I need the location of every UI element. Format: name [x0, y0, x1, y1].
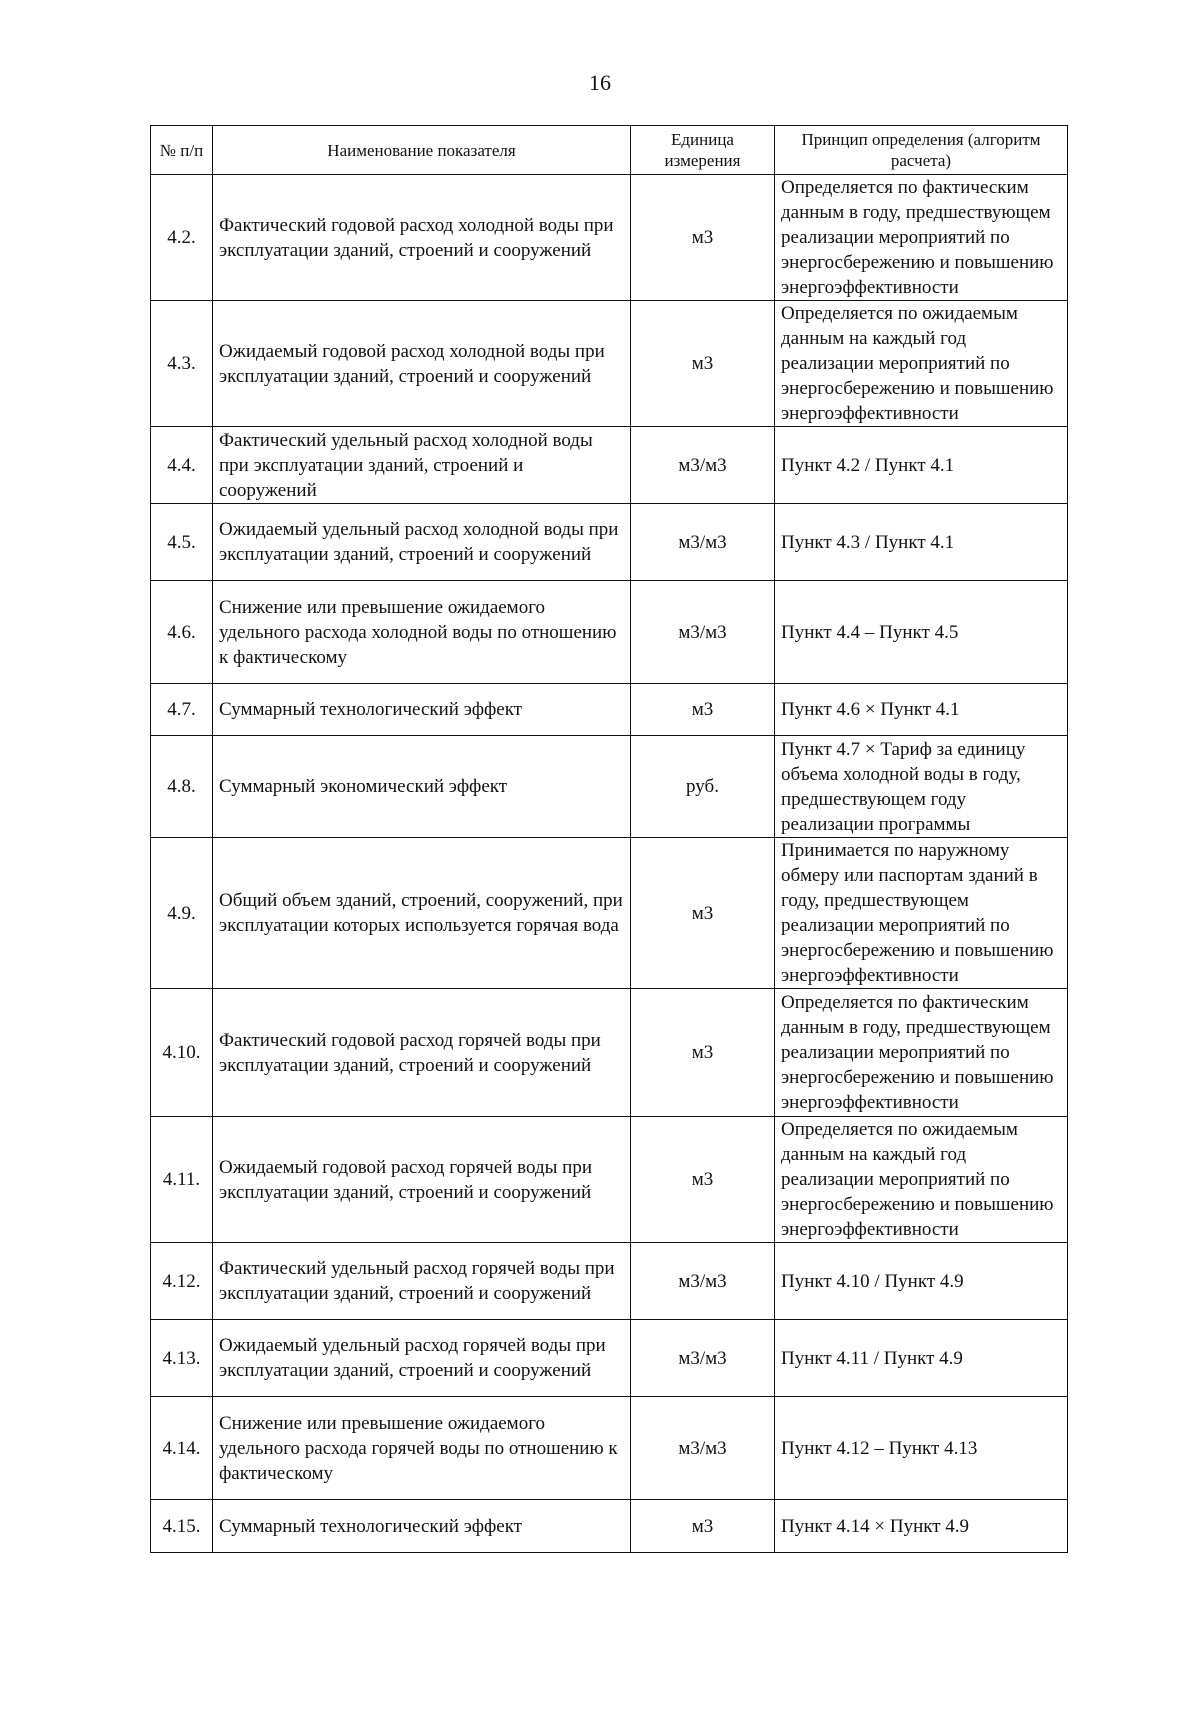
- calculation-rule: Принимается по наружному обмеру или паспортам зданий в году, предшествующем реализации мероприятий по энергосбережению и повышению энергоэффективности: [775, 838, 1068, 989]
- table-row: [151, 1243, 1068, 1320]
- indicator-name: Фактический удельный расход горячей воды при эксплуатации зданий, строений и сооружений: [213, 1243, 631, 1320]
- table-row: [151, 301, 1068, 427]
- indicator-name: Снижение или превышение ожидаемого удельного расхода холодной воды по отношению к фактическому: [213, 581, 631, 684]
- header-rule: Принцип определения (алгоритм расчета): [775, 126, 1068, 175]
- indicator-name: Фактический годовой расход горячей воды при эксплуатации зданий, строений и сооружений: [213, 989, 631, 1117]
- indicator-name: Ожидаемый удельный расход холодной воды при эксплуатации зданий, строений и сооружений: [213, 504, 631, 581]
- row-number: 4.2.: [151, 175, 213, 301]
- calculation-rule: Пункт 4.4 – Пункт 4.5: [775, 581, 1068, 684]
- table-row: [151, 838, 1068, 989]
- row-number: 4.13.: [151, 1320, 213, 1397]
- header-num: № п/п: [151, 126, 213, 175]
- calculation-rule: Пункт 4.11 / Пункт 4.9: [775, 1320, 1068, 1397]
- table-row: [151, 1500, 1068, 1553]
- indicator-name: Суммарный экономический эффект: [213, 736, 631, 838]
- indicator-name: Снижение или превышение ожидаемого удельного расхода горячей воды по отношению к фактическому: [213, 1397, 631, 1500]
- table-row: [151, 427, 1068, 504]
- indicator-name: Ожидаемый удельный расход горячей воды при эксплуатации зданий, строений и сооружений: [213, 1320, 631, 1397]
- unit-of-measure: м3/м3: [631, 1320, 775, 1397]
- row-number: 4.15.: [151, 1500, 213, 1553]
- unit-of-measure: м3: [631, 1500, 775, 1553]
- row-number: 4.10.: [151, 989, 213, 1117]
- unit-of-measure: м3: [631, 684, 775, 736]
- unit-of-measure: м3: [631, 838, 775, 989]
- unit-of-measure: м3: [631, 301, 775, 427]
- unit-of-measure: м3: [631, 175, 775, 301]
- calculation-rule: Пункт 4.10 / Пункт 4.9: [775, 1243, 1068, 1320]
- row-number: 4.11.: [151, 1117, 213, 1243]
- calculation-rule: Определяется по ожидаемым данным на каждый год реализации мероприятий по энергосбережению и повышению энергоэффективности: [775, 301, 1068, 427]
- unit-of-measure: м3/м3: [631, 1243, 775, 1320]
- row-number: 4.6.: [151, 581, 213, 684]
- unit-of-measure: руб.: [631, 736, 775, 838]
- row-number: 4.9.: [151, 838, 213, 989]
- calculation-rule: Пункт 4.7 × Тариф за единицу объема холодной воды в году, предшествующем году реализации программы: [775, 736, 1068, 838]
- indicator-name: Фактический удельный расход холодной воды при эксплуатации зданий, строений и сооружений: [213, 427, 631, 504]
- unit-of-measure: м3: [631, 989, 775, 1117]
- row-number: 4.4.: [151, 427, 213, 504]
- unit-of-measure: м3/м3: [631, 581, 775, 684]
- calculation-rule: Пункт 4.6 × Пункт 4.1: [775, 684, 1068, 736]
- header-name: Наименование показателя: [213, 126, 631, 175]
- calculation-rule: Определяется по фактическим данным в году, предшествующем реализации мероприятий по энергосбережению и повышению энергоэффективности: [775, 989, 1068, 1117]
- calculation-rule: Пункт 4.12 – Пункт 4.13: [775, 1397, 1068, 1500]
- indicator-name: Суммарный технологический эффект: [213, 684, 631, 736]
- table-row: [151, 684, 1068, 736]
- calculation-rule: Определяется по ожидаемым данным на каждый год реализации мероприятий по энергосбережению и повышению энергоэффективности: [775, 1117, 1068, 1243]
- indicator-name: Ожидаемый годовой расход горячей воды при эксплуатации зданий, строений и сооружений: [213, 1117, 631, 1243]
- indicator-name: Общий объем зданий, строений, сооружений, при эксплуатации которых используется горячая вода: [213, 838, 631, 989]
- table-row: [151, 175, 1068, 301]
- table-row: [151, 1117, 1068, 1243]
- indicator-name: Фактический годовой расход холодной воды при эксплуатации зданий, строений и сооружений: [213, 175, 631, 301]
- calculation-rule: Определяется по фактическим данным в году, предшествующем реализации мероприятий по энергосбережению и повышению энергоэффективности: [775, 175, 1068, 301]
- row-number: 4.14.: [151, 1397, 213, 1500]
- calculation-rule: Пункт 4.14 × Пункт 4.9: [775, 1500, 1068, 1553]
- row-number: 4.12.: [151, 1243, 213, 1320]
- calculation-rule: Пункт 4.3 / Пункт 4.1: [775, 504, 1068, 581]
- indicator-name: Ожидаемый годовой расход холодной воды при эксплуатации зданий, строений и сооружений: [213, 301, 631, 427]
- table-row: [151, 989, 1068, 1117]
- calculation-rule: Пункт 4.2 / Пункт 4.1: [775, 427, 1068, 504]
- table-row: [151, 736, 1068, 838]
- indicator-name: Суммарный технологический эффект: [213, 1500, 631, 1553]
- row-number: 4.8.: [151, 736, 213, 838]
- row-number: 4.3.: [151, 301, 213, 427]
- table-row: [151, 1397, 1068, 1500]
- row-number: 4.7.: [151, 684, 213, 736]
- unit-of-measure: м3/м3: [631, 504, 775, 581]
- table-row: [151, 504, 1068, 581]
- table-row: [151, 581, 1068, 684]
- row-number: 4.5.: [151, 504, 213, 581]
- table-header: [151, 126, 1068, 175]
- table-row: [151, 1320, 1068, 1397]
- indicators-table: [150, 125, 1068, 1553]
- page-number: 16: [589, 70, 611, 95]
- unit-of-measure: м3/м3: [631, 427, 775, 504]
- header-unit: Единица измерения: [631, 126, 775, 175]
- unit-of-measure: м3: [631, 1117, 775, 1243]
- unit-of-measure: м3/м3: [631, 1397, 775, 1500]
